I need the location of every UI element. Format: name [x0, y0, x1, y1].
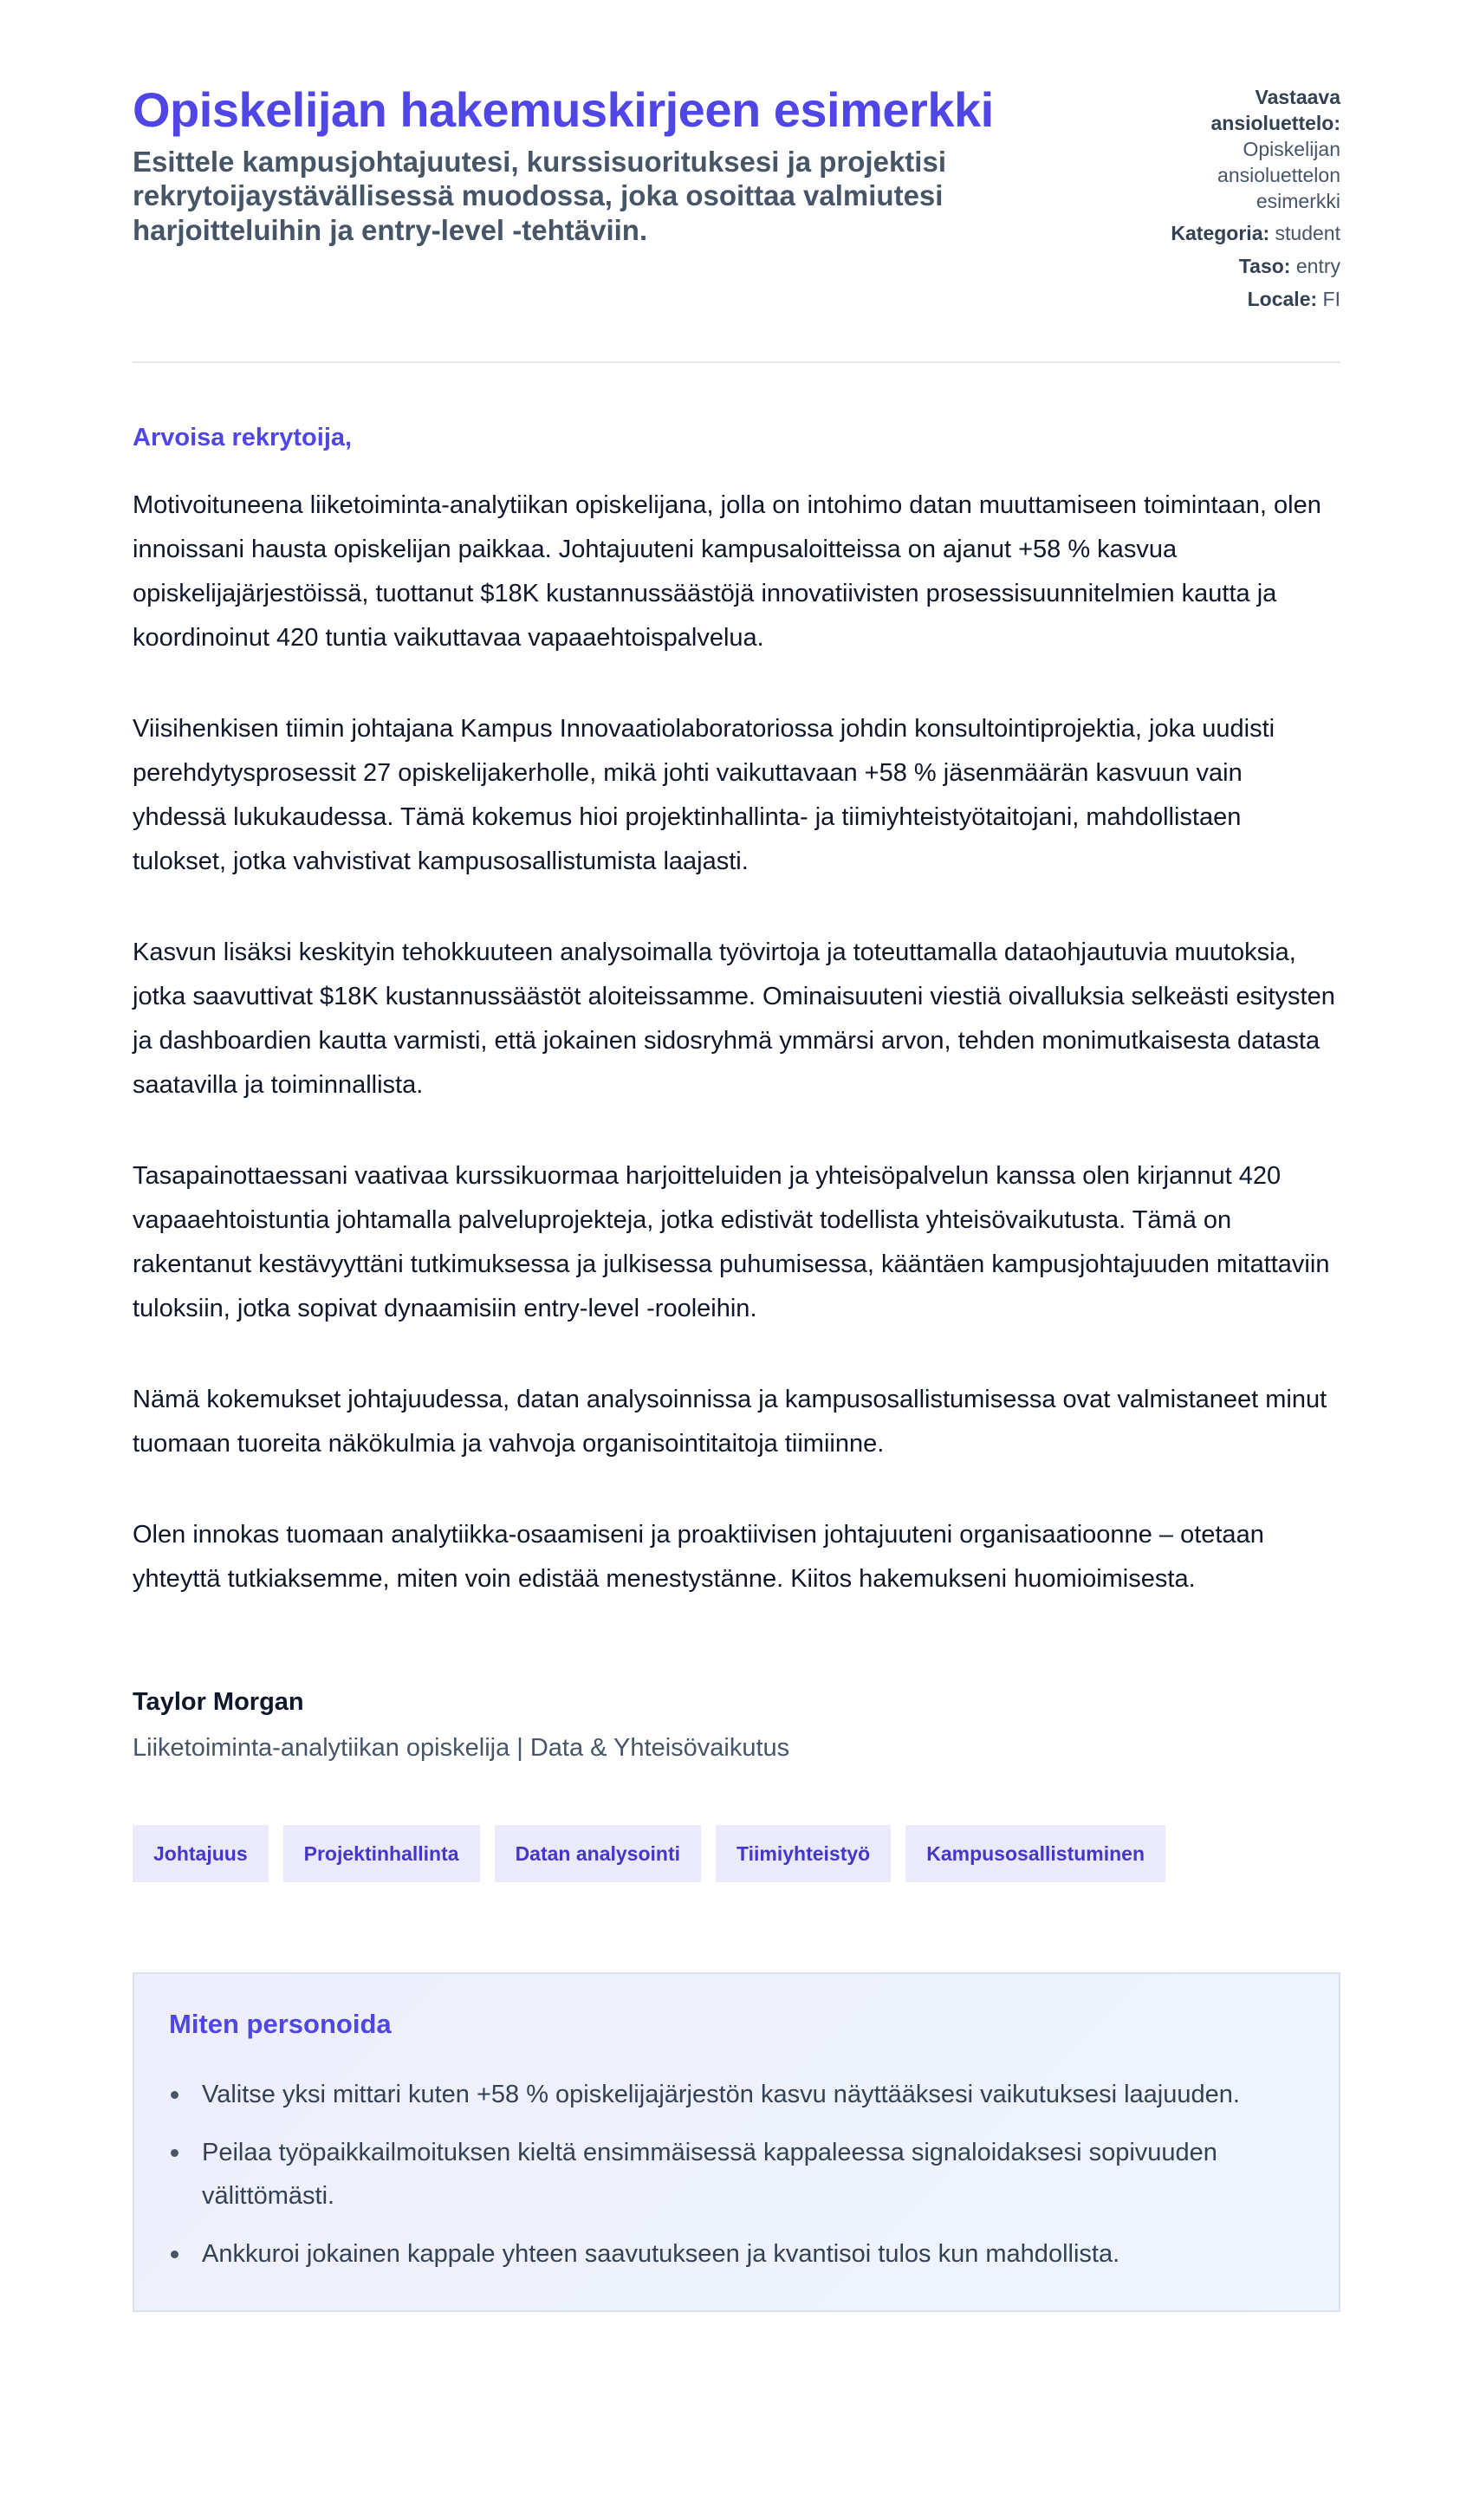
skill-tag: Kampusosallistuminen: [905, 1825, 1165, 1882]
cover-letter: [133, 363, 1340, 1763]
signature-role: Liiketoiminta-analytiikan opiskelija | Data & Yhteisövaikutus: [133, 1734, 790, 1763]
meta-category-value: student: [1275, 222, 1340, 245]
meta-resume-value[interactable]: Opiskelijan ansioluettelon esimerkki: [1217, 137, 1340, 212]
bullet-icon: [171, 2091, 178, 2099]
letter-paragraph: Olen innokas tuomaan analytiikka-osaamiseni ja proaktiivisen johtajuuteni organisaatioonne – otetaan yhteyttä tutkiaksemme, miten voin edistää menestystänne. Kiitos hakemukseni huomioimisesta.: [133, 1521, 1264, 1594]
tips-list: [169, 2073, 1304, 2276]
tip-item: [169, 2232, 1304, 2276]
meta-locale-label: Locale:: [1247, 288, 1318, 311]
letter-paragraph: Nämä kokemukset johtajuudessa, datan analysoinnissa ja kampusosallistumisessa ovat valmistaneet minut tuomaan tuoreita näkökulmia ja vahvoja organisointitaitoja tiimiinne.: [133, 1386, 1327, 1458]
bullet-icon: [171, 2250, 178, 2258]
letter-paragraph: Kasvun lisäksi keskityin tehokkuuteen analysoimalla työvirtoja ja toteuttamalla dataohjautuvia muutoksia, jotka saavuttivat $18K kustannussäästöt aloiteissamme. Ominaisuuteni viestiä oivalluksia selkeästi esitysten ja dashboardien kautta varmisti, että jokainen sidosryhmä ymmärsi arvon, tehden monimutkaisesta datasta saatavilla ja toiminnallista.: [133, 939, 1335, 1100]
meta-level: [1132, 254, 1340, 280]
personalization-tips: [133, 1972, 1340, 2312]
tip-item: [169, 2131, 1304, 2218]
meta-level-label: Taso:: [1238, 255, 1291, 278]
skill-tag: Datan analysointi: [495, 1825, 701, 1882]
meta-level-value: entry: [1295, 255, 1340, 278]
meta-locale-value: FI: [1322, 288, 1340, 311]
skill-tag: Tiimiyhteistyö: [716, 1825, 891, 1882]
letter-paragraph: Tasapainottaessani vaativaa kurssikuormaa harjoitteluiden ja yhteisöpalvelun kanssa olen kirjannut 420 vapaaehtoistuntia johtamalla palveluprojekteja, jotka edistivät todellista yhteisövaikutusta. Tämä on rakentanut kestävyyttäni tutkimuksessa ja julkisessa puhumisessa, kääntäen kampusjohtajuuden mitattaviin tuloksiin, jotka sopivat dynaamisiin entry-level -rooleihin.: [133, 1162, 1330, 1323]
tip-text: Ankkuroi jokainen kappale yhteen saavutukseen ja kvantisoi tulos kun mahdollista.: [202, 2240, 1120, 2269]
meta-resume-label: Vastaava ansioluettelo:: [1210, 86, 1340, 134]
tip-item: [169, 2073, 1304, 2116]
tips-title: Miten personoida: [169, 2009, 392, 2040]
header-text: [133, 83, 1068, 248]
tip-text: Peilaa työpaikkailmoituksen kieltä ensimmäisessä kappaleessa signaloidaksesi sopivuuden välittömästi.: [202, 2139, 1217, 2211]
letter-greeting: Arvoisa rekrytoija,: [133, 424, 353, 452]
meta-locale: [1132, 287, 1340, 313]
skill-tags: [133, 1825, 1340, 1882]
skill-tag: Projektinhallinta: [283, 1825, 480, 1882]
tip-text: Valitse yksi mittari kuten +58 % opiskelijajärjestön kasvu näyttääksesi vaikutuksesi laajuuden.: [202, 2081, 1240, 2109]
letter-paragraph: Viisihenkisen tiimin johtajana Kampus Innovaatiolaboratoriossa johdin konsultointiprojektia, joka uudisti perehdytysprosessit 27 opiskelijakerholle, mikä johti vaikuttavaan +58 % jäsenmäärän kasvuun vain yhdessä lukukaudessa. Tämä kokemus hioi projektinhallinta- ja tiimiyhteistyötaitojani, mahdollistaen tulokset, jotka vahvistivat kampusosallistumista laajasti.: [133, 715, 1275, 876]
meta-category-label: Kategoria:: [1171, 222, 1270, 245]
header: [133, 83, 1340, 363]
bullet-icon: [171, 2149, 178, 2157]
page-title: Opiskelijan hakemuskirjeen esimerkki: [133, 82, 994, 137]
meta-category: [1132, 221, 1340, 247]
letter-paragraph: Motivoituneena liiketoiminta-analytiikan opiskelijana, jolla on intohimo datan muuttamiseen toimintaan, olen innoissani hausta opiskelijan paikkaa. Johtajuuteni kampusaloitteissa on ajanut +58 % kasvua opiskelijajärjestöissä, tuottanut $18K kustannussäästöjä innovatiivisten prosessisuunnitelmien kautta ja koordinoinut 420 tuntia vaikuttavaa vapaaehtoispalvelua.: [133, 491, 1321, 653]
signature-name: Taylor Morgan: [133, 1688, 304, 1717]
meta-panel: [1132, 85, 1340, 320]
signature: [133, 1688, 1340, 1763]
skill-tag: Johtajuus: [133, 1825, 269, 1882]
meta-resume: [1132, 85, 1340, 214]
page-subtitle: Esittele kampusjohtajuutesi, kurssisuorituksesi ja projektisi rekrytoijaystävällisessä muodossa, joka osoittaa valmiutesi harjoitteluihin ja entry-level -tehtäviin.: [133, 145, 946, 246]
